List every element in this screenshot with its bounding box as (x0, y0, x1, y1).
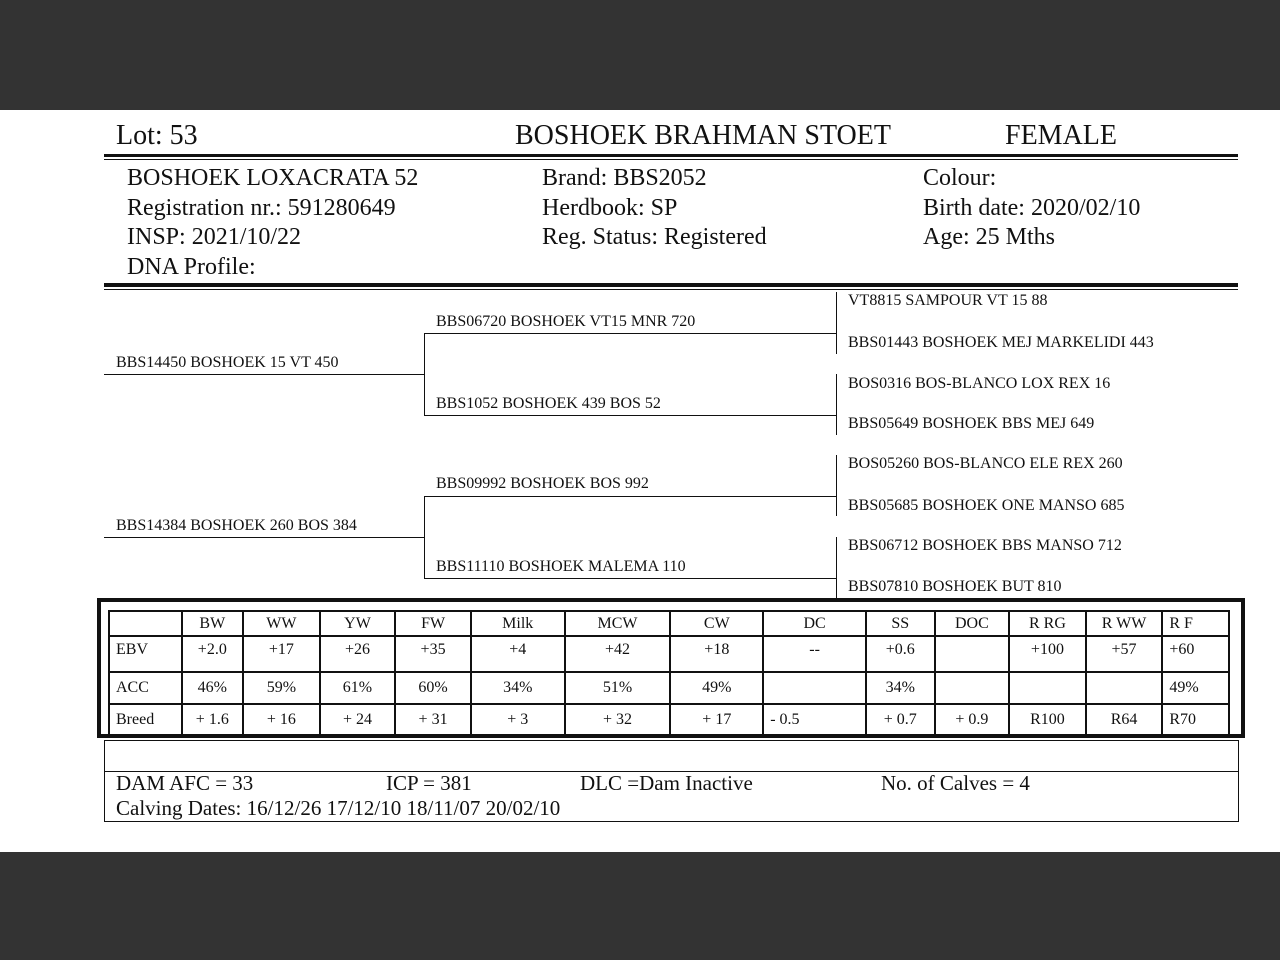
header-rule (104, 154, 1238, 157)
table-cell: +42 (565, 636, 671, 672)
table-cell: -- (763, 636, 866, 672)
table-cell: + 32 (565, 704, 671, 736)
pedigree-sire-dam: BBS1052 BOSHOEK 439 BOS 52 (436, 395, 661, 412)
table-cell: +100 (1009, 636, 1086, 672)
table-cell: +26 (320, 636, 396, 672)
table-header: R RG (1009, 611, 1086, 636)
table-cell: + 24 (320, 704, 396, 736)
table-cell: Breed (109, 704, 182, 736)
table-header: MCW (565, 611, 671, 636)
ebv-header-row (109, 611, 1229, 636)
sire-line (104, 374, 424, 375)
table-cell: +0.6 (866, 636, 935, 672)
ebv-row (109, 636, 1229, 672)
info-rule-thin (104, 289, 1238, 290)
table-cell: + 1.6 (182, 704, 243, 736)
pedigree-ggp-5: BOS05260 BOS-BLANCO ELE REX 260 (848, 455, 1123, 472)
table-cell: +18 (670, 636, 763, 672)
number-of-calves: No. of Calves = 4 (881, 771, 1030, 795)
table-cell: R100 (1009, 704, 1086, 736)
dam-dam-bracket (836, 537, 837, 598)
pedigree-sire-sire: BBS06720 BOSHOEK VT15 MNR 720 (436, 313, 696, 330)
dna-profile: DNA Profile: (127, 253, 256, 280)
animal-info-right (923, 164, 1140, 253)
table-cell (1086, 672, 1163, 704)
breed-row (109, 704, 1229, 736)
sire-dam-line (424, 415, 836, 416)
pedigree-ggp-4: BBS05649 BOSHOEK BBS MEJ 649 (848, 415, 1095, 432)
calving-dates: Calving Dates: 16/12/26 17/12/10 18/11/07 20/02/10 (116, 796, 561, 820)
herdbook: Herdbook: SP (542, 194, 678, 221)
icp: ICP = 381 (386, 771, 472, 795)
table-cell: + 17 (670, 704, 763, 736)
colour: Colour: (923, 165, 997, 191)
dam-line (104, 537, 424, 538)
table-header: CW (670, 611, 763, 636)
table-header: Milk (471, 611, 565, 636)
dam-bracket (424, 496, 425, 578)
pedigree-ggp-6: BBS05685 BOSHOEK ONE MANSO 685 (848, 497, 1125, 514)
table-cell: + 3 (471, 704, 565, 736)
pedigree-sire: BBS14450 BOSHOEK 15 VT 450 (116, 354, 339, 371)
table-cell: + 16 (243, 704, 320, 736)
table-cell: + 31 (395, 704, 471, 736)
dam-sire-line (424, 496, 836, 497)
table-header: DOC (935, 611, 1010, 636)
dam-sire-bracket (836, 455, 837, 516)
table-cell: EBV (109, 636, 182, 672)
table-cell: 60% (395, 672, 471, 704)
table-cell (935, 636, 1010, 672)
pedigree-dam: BBS14384 BOSHOEK 260 BOS 384 (116, 517, 357, 534)
table-cell: 59% (243, 672, 320, 704)
dam-dam-line (424, 578, 836, 579)
table-header: R WW (1086, 611, 1163, 636)
inspection-date: INSP: 2021/10/22 (127, 224, 302, 250)
table-cell: R64 (1086, 704, 1163, 736)
table-header: DC (763, 611, 866, 636)
table-cell: 61% (320, 672, 396, 704)
table-cell: 49% (1162, 672, 1229, 704)
table-cell: + 0.7 (866, 704, 935, 736)
lot-number: Lot: 53 (116, 120, 198, 151)
ebv-table (108, 610, 1230, 737)
table-cell: - 0.5 (763, 704, 866, 736)
table-cell: +17 (243, 636, 320, 672)
animal-name: BOSHOEK LOXACRATA 52 (127, 165, 419, 191)
dlc: DLC =Dam Inactive (580, 771, 753, 795)
table-cell: + 0.9 (935, 704, 1010, 736)
table-cell: +35 (395, 636, 471, 672)
table-cell: +2.0 (182, 636, 243, 672)
dam-afc: DAM AFC = 33 (116, 771, 254, 795)
sire-sire-bracket (836, 292, 837, 354)
lot-sheet (0, 110, 1280, 852)
table-cell: +57 (1086, 636, 1163, 672)
animal-info-middle (542, 164, 767, 253)
header-rule-thin (104, 159, 1238, 160)
sire-dam-bracket (836, 374, 837, 435)
table-cell (1009, 672, 1086, 704)
table-cell: 46% (182, 672, 243, 704)
sire-sire-line (424, 333, 836, 334)
table-cell: 49% (670, 672, 763, 704)
table-header: BW (182, 611, 243, 636)
registration-number: Registration nr.: 591280649 (127, 194, 396, 221)
pedigree-ggp-2: BBS01443 BOSHOEK MEJ MARKELIDI 443 (848, 334, 1154, 351)
age: Age: 25 Mths (923, 224, 1055, 250)
sire-bracket (424, 333, 425, 415)
pedigree-ggp-1: VT8815 SAMPOUR VT 15 88 (848, 292, 1048, 309)
brand: Brand: BBS2052 (542, 165, 707, 191)
table-cell: 34% (866, 672, 935, 704)
birth-date: Birth date: 2020/02/10 (923, 194, 1141, 221)
pedigree-ggp-7: BBS06712 BOSHOEK BBS MANSO 712 (848, 537, 1122, 554)
table-header: R F (1162, 611, 1229, 636)
table-header: SS (866, 611, 935, 636)
pedigree-ggp-8: BBS07810 BOSHOEK BUT 810 (848, 578, 1062, 595)
pedigree-dam-dam: BBS11110 BOSHOEK MALEMA 110 (436, 558, 686, 575)
registration-status: Reg. Status: Registered (542, 224, 767, 250)
table-cell (935, 672, 1010, 704)
table-header: FW (395, 611, 471, 636)
breeder-name: BOSHOEK BRAHMAN STOET (515, 120, 891, 151)
table-cell: +60 (1162, 636, 1229, 672)
sex-label: FEMALE (1005, 120, 1117, 151)
pedigree-ggp-3: BOS0316 BOS-BLANCO LOX REX 16 (848, 375, 1111, 392)
table-cell: 51% (565, 672, 671, 704)
table-cell: R70 (1162, 704, 1229, 736)
info-rule (104, 283, 1238, 287)
table-header: WW (243, 611, 320, 636)
table-cell (763, 672, 866, 704)
table-header: YW (320, 611, 396, 636)
animal-info-left (127, 164, 418, 282)
pedigree-dam-sire: BBS09992 BOSHOEK BOS 992 (436, 475, 649, 492)
table-header (109, 611, 182, 636)
table-cell: ACC (109, 672, 182, 704)
acc-row (109, 672, 1229, 704)
table-cell: +4 (471, 636, 565, 672)
table-cell: 34% (471, 672, 565, 704)
